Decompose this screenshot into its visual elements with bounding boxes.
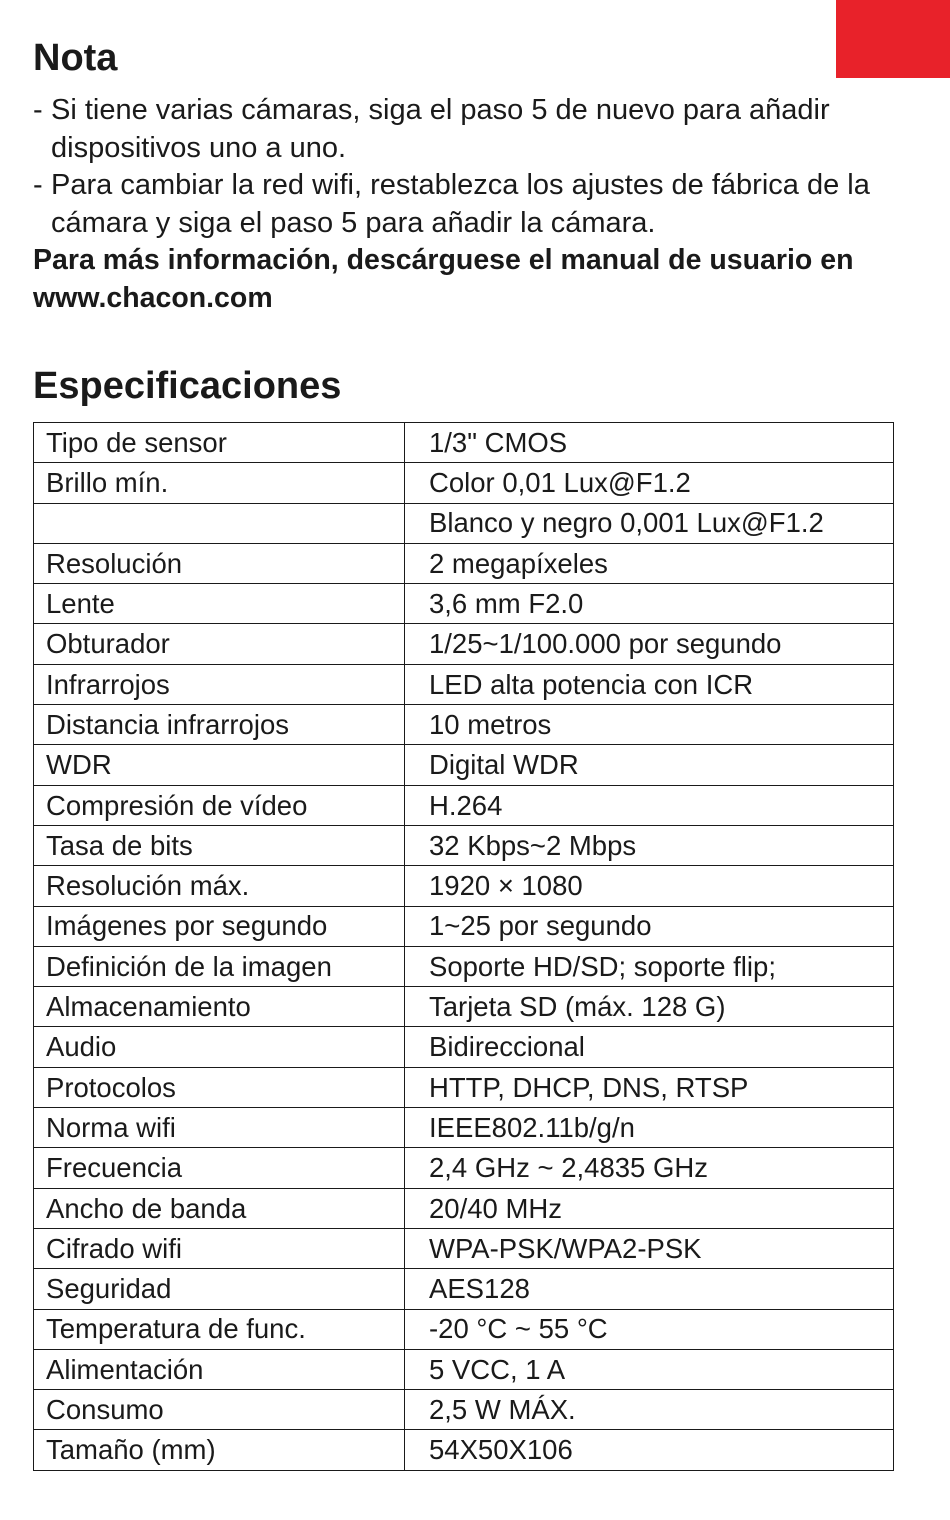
spec-row — [34, 664, 894, 704]
spec-label: Brillo mín. — [34, 463, 405, 503]
spec-value: 1/3" CMOS — [405, 423, 894, 463]
spec-value: 2 megapíxeles — [405, 543, 894, 583]
note-heading: Nota — [33, 37, 118, 79]
spec-row — [34, 503, 894, 543]
spec-value: IEEE802.11b/g/n — [405, 1108, 894, 1148]
spec-label: Tasa de bits — [34, 825, 405, 865]
spec-label: Seguridad — [34, 1269, 405, 1309]
spec-value: 1~25 por segundo — [405, 906, 894, 946]
spec-value: Bidireccional — [405, 1027, 894, 1067]
spec-label: Audio — [34, 1027, 405, 1067]
spec-row — [34, 1269, 894, 1309]
spec-label: Protocolos — [34, 1067, 405, 1107]
spec-value: 3,6 mm F2.0 — [405, 584, 894, 624]
dash-bullet: - — [33, 94, 43, 126]
spec-label: Consumo — [34, 1390, 405, 1430]
spec-value: LED alta potencia con ICR — [405, 664, 894, 704]
spec-value: Soporte HD/SD; soporte flip; — [405, 946, 894, 986]
spec-row — [34, 1148, 894, 1188]
spec-value: Blanco y negro 0,001 Lux@F1.2 — [405, 503, 894, 543]
spec-value: -20 °C ~ 55 °C — [405, 1309, 894, 1349]
spec-label: Definición de la imagen — [34, 946, 405, 986]
spec-label: Obturador — [34, 624, 405, 664]
spec-value: AES128 — [405, 1269, 894, 1309]
spec-table-body — [34, 423, 894, 1471]
spec-label: Ancho de banda — [34, 1188, 405, 1228]
spec-row — [34, 946, 894, 986]
spec-row — [34, 745, 894, 785]
spec-value: 1920 × 1080 — [405, 866, 894, 906]
spec-label: Distancia infrarrojos — [34, 705, 405, 745]
note-item-text: Para cambiar la red wifi, restablezca los ajustes de fábrica de la cámara y siga el paso 5 para añadir la cámara. — [51, 169, 870, 239]
spec-row — [34, 463, 894, 503]
spec-value: H.264 — [405, 785, 894, 825]
spec-row — [34, 785, 894, 825]
spec-label: Compresión de vídeo — [34, 785, 405, 825]
spec-value: 54X50X106 — [405, 1430, 894, 1470]
spec-row — [34, 1027, 894, 1067]
spec-value: 5 VCC, 1 A — [405, 1349, 894, 1389]
note-item-text: Si tiene varias cámaras, siga el paso 5 de nuevo para añadir dispositivos uno a uno. — [51, 94, 830, 164]
spec-label: Alimentación — [34, 1349, 405, 1389]
spec-value: Tarjeta SD (máx. 128 G) — [405, 987, 894, 1027]
spec-row — [34, 866, 894, 906]
spec-row — [34, 906, 894, 946]
spec-label: Temperatura de func. — [34, 1309, 405, 1349]
spec-label: Cifrado wifi — [34, 1228, 405, 1268]
specs-heading: Especificaciones — [33, 365, 342, 407]
spec-row — [34, 987, 894, 1027]
spec-label: Resolución máx. — [34, 866, 405, 906]
spec-row — [34, 1349, 894, 1389]
spec-value: 10 metros — [405, 705, 894, 745]
spec-row — [34, 1309, 894, 1349]
spec-value: Color 0,01 Lux@F1.2 — [405, 463, 894, 503]
spec-row — [34, 705, 894, 745]
spec-row — [34, 825, 894, 865]
spec-row — [34, 1067, 894, 1107]
spec-label: Norma wifi — [34, 1108, 405, 1148]
spec-label — [34, 503, 405, 543]
spec-row — [34, 584, 894, 624]
spec-row — [34, 1188, 894, 1228]
spec-row — [34, 1108, 894, 1148]
spec-row — [34, 624, 894, 664]
spec-value: 32 Kbps~2 Mbps — [405, 825, 894, 865]
spec-value: WPA-PSK/WPA2-PSK — [405, 1228, 894, 1268]
spec-label: Lente — [34, 584, 405, 624]
spec-label: Tamaño (mm) — [34, 1430, 405, 1470]
spec-label: WDR — [34, 745, 405, 785]
spec-label: Almacenamiento — [34, 987, 405, 1027]
note-item — [33, 92, 913, 167]
spec-row — [34, 1228, 894, 1268]
spec-value: Digital WDR — [405, 745, 894, 785]
spec-value: 1/25~1/100.000 por segundo — [405, 624, 894, 664]
spec-value: 2,4 GHz ~ 2,4835 GHz — [405, 1148, 894, 1188]
spec-row — [34, 543, 894, 583]
spec-value: HTTP, DHCP, DNS, RTSP — [405, 1067, 894, 1107]
note-list — [33, 92, 913, 242]
spec-label: Frecuencia — [34, 1148, 405, 1188]
spec-value: 2,5 W MÁX. — [405, 1390, 894, 1430]
spec-row — [34, 1390, 894, 1430]
spec-label: Resolución — [34, 543, 405, 583]
spec-table — [33, 422, 894, 1471]
spec-row — [34, 1430, 894, 1470]
note-item — [33, 167, 913, 242]
dash-bullet: - — [33, 169, 43, 201]
red-corner-tab — [836, 0, 950, 78]
spec-label: Tipo de sensor — [34, 423, 405, 463]
more-info-text: Para más información, descárguese el manual de usuario en www.chacon.com — [33, 244, 854, 314]
spec-row — [34, 423, 894, 463]
spec-label: Imágenes por segundo — [34, 906, 405, 946]
spec-value: 20/40 MHz — [405, 1188, 894, 1228]
spec-label: Infrarrojos — [34, 664, 405, 704]
